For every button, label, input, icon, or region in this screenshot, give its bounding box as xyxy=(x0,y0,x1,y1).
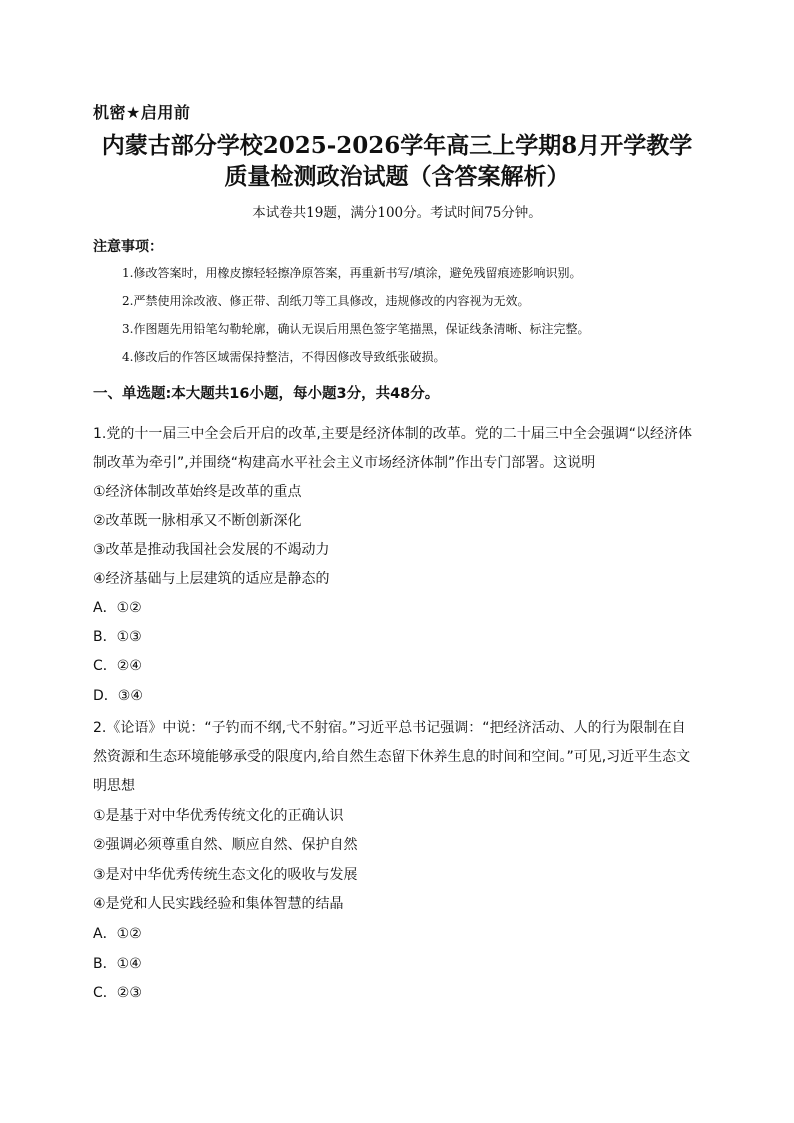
question-1-option-d: D．③④ xyxy=(93,688,143,704)
notice-item: 4.修改后的作答区域需保持整洁，不得因修改导致纸张破损。 xyxy=(122,350,446,364)
question-1-statement: ③改革是推动我国社会发展的不竭动力 xyxy=(93,542,330,558)
question-2-stem-line: 2.《论语》中说：“子钓而不纲,弋不射宿。”习近平总书记强调：“把经济活动、人的行为限制在自 xyxy=(93,720,686,736)
question-1-option-b: B．①③ xyxy=(93,629,142,645)
notice-item: 1.修改答案时，用橡皮擦轻轻擦净原答案，再重新书写/填涂，避免残留痕迹影响识别。 xyxy=(122,266,582,280)
question-2-option-b: B．①④ xyxy=(93,956,142,972)
question-1-stem-line: 1.党的十一届三中全会后开启的改革,主要是经济体制的改革。党的二十届三中全会强调“以经济体 xyxy=(93,426,693,442)
exam-title-line1: 内蒙古部分学校2025-2026学年高三上学期8月开学教学 xyxy=(101,132,693,159)
question-2-stem-line: 然资源和生态环境能够承受的限度内,给自然生态留下休养生息的时间和空间。”可见,习近平生态文 xyxy=(93,749,691,765)
section-heading: 一、单选题:本大题共16小题，每小题3分，共48分。 xyxy=(93,386,440,402)
notice-item: 2.严禁使用涂改液、修正带、刮纸刀等工具修改，违规修改的内容视为无效。 xyxy=(122,294,530,308)
question-1-statement: ①经济体制改革始终是改革的重点 xyxy=(93,484,302,500)
question-2-statement: ②强调必须尊重自然、顺应自然、保护自然 xyxy=(93,837,358,853)
question-1-stem-line: 制改革为牵引”,并围绕“构建高水平社会主义市场经济体制”作出专门部署。这说明 xyxy=(93,455,596,471)
question-1-statement: ②改革既一脉相承又不断创新深化 xyxy=(93,513,302,529)
exam-title-line2: 质量检测政治试题（含答案解析） xyxy=(224,163,570,190)
question-2-statement: ①是基于对中华优秀传统文化的正确认识 xyxy=(93,808,344,824)
confidential-label: 机密★启用前 xyxy=(93,103,191,122)
question-2-statement: ③是对中华优秀传统生态文化的吸收与发展 xyxy=(93,867,358,883)
question-1-option-c: C．②④ xyxy=(93,658,142,674)
question-1-option-a: A．①② xyxy=(93,600,142,616)
question-1-statement: ④经济基础与上层建筑的适应是静态的 xyxy=(93,571,330,587)
exam-info: 本试卷共19题，满分100分。考试时间75分钟。 xyxy=(252,205,542,221)
question-2-statement: ④是党和人民实践经验和集体智慧的结晶 xyxy=(93,896,344,912)
question-2-option-a: A．①② xyxy=(93,926,142,942)
notice-item: 3.作图题先用铅笔勾勒轮廓，确认无误后用黑色签字笔描黑，保证线条清晰、标注完整。 xyxy=(122,322,590,336)
question-2-stem-line: 明思想 xyxy=(93,778,135,794)
question-2-option-c: C．②③ xyxy=(93,985,142,1001)
notice-heading: 注意事项： xyxy=(93,239,163,255)
